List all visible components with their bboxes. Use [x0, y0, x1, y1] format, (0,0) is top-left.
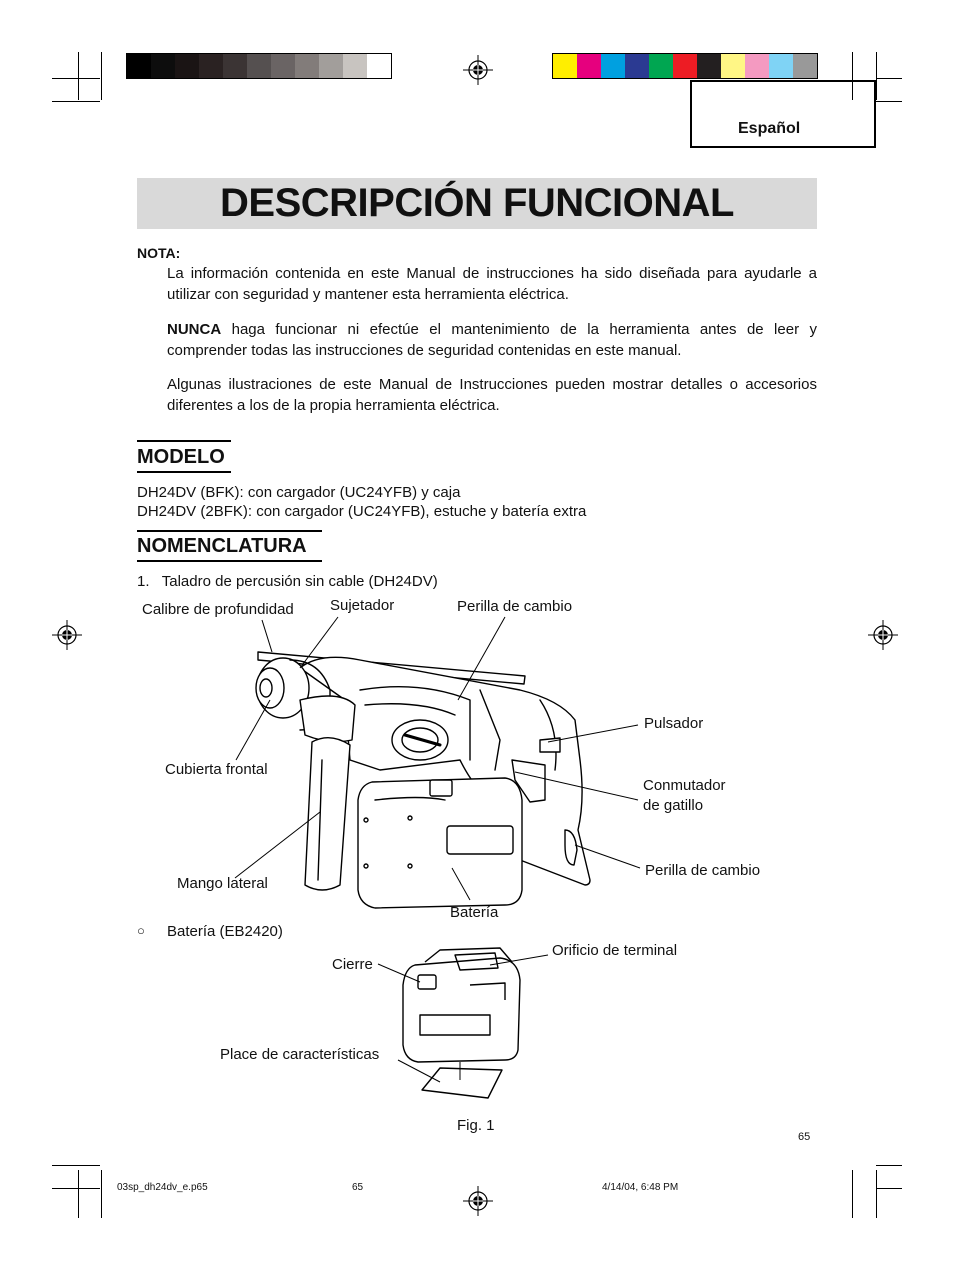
model-line-1: DH24DV (BFK): con cargador (UC24YFB) y caja	[137, 484, 461, 501]
footer-date: 4/14/04, 6:48 PM	[602, 1182, 679, 1193]
note-label: NOTA:	[137, 245, 181, 261]
label-push-button: Pulsador	[644, 715, 704, 732]
nomenclatura-heading: NOMENCLATURA	[137, 535, 307, 557]
note-paragraph-1: La información contenida en este Manual de instrucciones ha sido diseñada para ayudarle a utilizar con seguridad y mantener esta herramienta eléctrica.	[167, 265, 817, 303]
nomenclature-item-1: 1. Taladro de percusión sin cable (DH24DV)	[137, 573, 438, 590]
never-emphasis: NUNCA	[167, 321, 222, 338]
battery-title: Batería (EB2420)	[167, 923, 283, 940]
page-number: 65	[798, 1131, 811, 1143]
label-holder: Sujetador	[330, 597, 395, 614]
note-paragraph-3: Algunas ilustraciones de este Manual de Instrucciones pueden mostrar detalles o accesorios diferentes a los de la propia herramienta eléctrica.	[167, 376, 817, 414]
page-title: DESCRIPCIÓN FUNCIONAL	[220, 181, 734, 225]
figure-caption: Fig. 1	[457, 1117, 495, 1134]
label-front-cover: Cubierta frontal	[165, 761, 268, 778]
label-side-handle: Mango lateral	[177, 875, 268, 892]
modelo-heading: MODELO	[137, 446, 225, 468]
model-line-2: DH24DV (2BFK): con cargador (UC24YFB), estuche y batería extra	[137, 503, 587, 520]
label-trigger-switch-1: Conmutador	[643, 777, 726, 794]
label-change-knob-bottom: Perilla de cambio	[645, 862, 761, 879]
label-nameplate: Place de características	[220, 1046, 380, 1063]
footer-page: 65	[352, 1182, 364, 1193]
label-battery: Batería	[450, 904, 499, 921]
note-paragraph-2-text: haga funcionar ni efectúe el mantenimiento de la herramienta antes de leer y comprender todas las instrucciones de seguridad contenidas en este manual.	[167, 321, 817, 359]
footer-filename: 03sp_dh24dv_e.p65	[117, 1182, 208, 1193]
label-latch: Cierre	[332, 956, 373, 973]
label-trigger-switch-2: de gatillo	[643, 797, 704, 814]
label-depth-gauge: Calibre de profundidad	[142, 601, 294, 618]
label-change-knob-top: Perilla de cambio	[457, 598, 573, 615]
bullet-icon: ○	[137, 923, 145, 938]
label-terminal-hole: Orificio de terminal	[552, 942, 678, 959]
language-label: Español	[738, 120, 801, 137]
